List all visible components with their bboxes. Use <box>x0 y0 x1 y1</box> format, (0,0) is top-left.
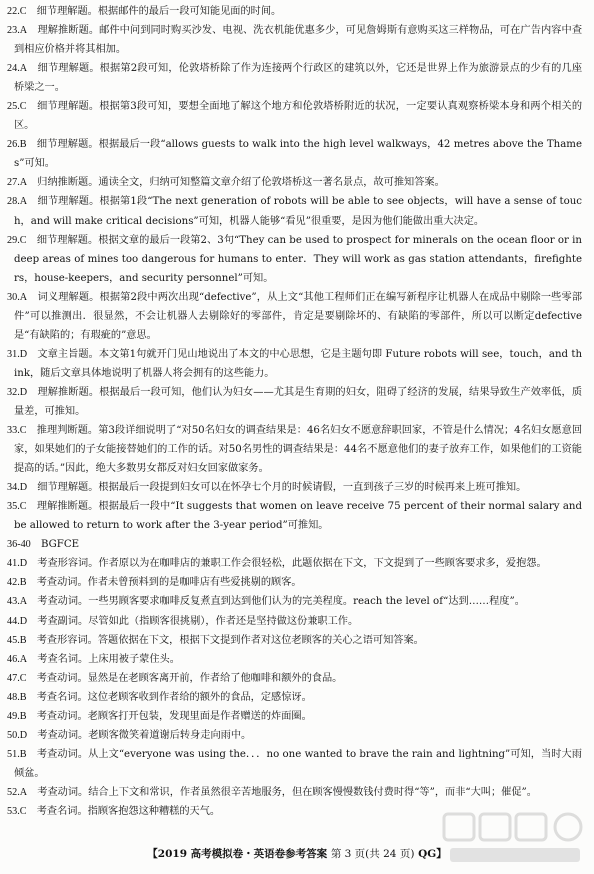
answer-item <box>7 478 594 497</box>
answer-number: 53.C <box>7 805 27 817</box>
answer-number: 34.D <box>7 482 28 494</box>
answer-item <box>7 21 594 59</box>
answer-explanation: 考查动词。结合上下文和常识，作者虽然很辛苦地服务，但在顾客慢慢数钱付费时得“等”，而非“大叫；催促”。 <box>37 786 537 798</box>
answer-item <box>7 688 594 707</box>
answer-item <box>7 345 594 383</box>
answer-explanation: 细节理解题。根据第2段可知，伦敦塔桥除了作为连接两个行政区的建筑以外，它还是世界上作为旅游景点的少有的几座桥梁之一。 <box>14 63 583 94</box>
answer-number: 36-40 <box>7 539 31 551</box>
answer-number: 31.D <box>7 348 28 360</box>
answer-explanation: 理解推断题。根据最后一段可知，他们认为妇女——尤其是生育期的妇女，阻碍了经济的发展，结果导致生产效率低，质量差，可推知。 <box>14 386 583 417</box>
answer-item <box>7 421 594 478</box>
answer-number: 47.C <box>7 672 27 684</box>
answer-explanation: 细节理解题。根据第3段可知，要想全面地了解这个地方和伦敦塔桥附近的状况，一定要认真观察桥梁本身和两个相关的区。 <box>14 101 583 132</box>
answer-number: 42.B <box>7 577 27 589</box>
answer-item <box>7 192 594 230</box>
answer-explanation: 理解推断题。根据最后一段中“It suggests that women on leave receive 75 percent of their normal salary and be allowed to return to work after the 3-year period”可推知。 <box>14 501 582 532</box>
answer-item <box>7 707 594 726</box>
answer-item <box>7 383 594 421</box>
answer-explanation: 细节理解题。根据文章的最后一段第2、3句“They can be used to prospect for minerals on the ocean floor or in deep areas of mines too dangerous for humans to enter．They will work as gas station attendants，firefighters，house-keepers，and security personnel”可知。 <box>14 234 582 284</box>
answer-number: 30.A <box>7 291 28 303</box>
answer-item <box>7 231 594 288</box>
answer-number: 24.A <box>7 63 28 75</box>
watermark-logo-icon <box>440 810 590 868</box>
answer-explanation: 考查动词。从上文“everyone was using the．．．no one wanted to brave the rain and lightning”可知，当时大雨倾盆。 <box>14 748 582 779</box>
footer-title: 【2019 高考模拟卷・英语卷参考答案 <box>147 848 328 860</box>
answer-item <box>7 612 594 631</box>
answer-explanation: 归纳推断题。通读全文，归纳可知整篇文章介绍了伦敦塔桥这一著名景点，故可推知答案。 <box>37 177 445 189</box>
answer-explanation: 文章主旨题。本文第1句就开门见山地说出了本文的中心思想，它是主题句即 Future robots will see，touch，and think，随后文章具体地说明了机器人将会拥有的这些能力。 <box>14 348 583 379</box>
answer-number: 23.A <box>7 25 28 37</box>
answer-number: 25.C <box>7 101 27 113</box>
answer-explanation: 考查形容词。作者原以为在咖啡店的兼职工作会很轻松，此题依据在下文，下文提到了一些顾客要求多，爱抱怨。 <box>37 558 547 570</box>
answer-explanation: 理解推断题。邮件中问到同时购买沙发、电视、洗衣机能优惠多少，可见詹姆斯有意购买这三样物品，可在广告内容中查到相应价格并将其相加。 <box>14 25 583 56</box>
answer-explanation: 考查动词。一些男顾客要求咖啡反复煮直到达到他们认为的完美程度。reach the level of“达到……程度”。 <box>37 596 525 608</box>
answer-explanation: 考查副词。尽管如此（指顾客很挑剔），作者还是坚持做这份兼职工作。 <box>37 615 359 627</box>
answer-number: 50.D <box>7 729 28 741</box>
answer-explanation: 推理判断题。第3段详细说明了“对50名妇女的调查结果是：46名妇女不愿意辞职回家，不管是什么情况；4名妇女愿意回家，如果她们的子女能接替她们的工作的话。对50名男性的调查结果是：44名不愿意他们的妻子放弃工作，如果他们的工资能提高的话。”因此，绝大多数男女都反对妇女回家做家务。 <box>14 425 583 475</box>
answer-item <box>7 650 594 669</box>
footer-code: QG】 <box>418 848 447 860</box>
answer-item <box>7 97 594 135</box>
answer-item <box>7 173 594 192</box>
answer-item <box>7 592 594 611</box>
answer-explanation: 考查名词。指顾客抱怨这种糟糕的天气。 <box>36 805 221 817</box>
answer-list <box>0 2 594 821</box>
answer-item <box>7 631 594 650</box>
answer-item <box>7 726 594 745</box>
answer-explanation: 细节理解题。根据第1段“The next generation of robots will be able to see objects，will have a sense of touch，and will make critical decisions”可知，机器人能够“看见”很重要，是因为他们能做出重大决定。 <box>14 196 583 227</box>
answer-explanation: 考查名词。这位老顾客收到作者给的额外的食品，定感惊讶。 <box>36 691 312 703</box>
answer-explanation: 细节理解题。根据最后一段“allows guests to walk into the high level walkways，42 metres above the Thames”可知。 <box>14 139 582 170</box>
answer-item <box>7 745 594 783</box>
answer-explanation: 细节理解题。根据邮件的最后一段可知能见面的时间。 <box>36 6 282 17</box>
answer-number: 43.A <box>7 596 28 608</box>
answer-explanation: 考查动词。老顾客打开包装，发现里面是作者赠送的炸面圈。 <box>36 710 312 722</box>
answer-number: 46.A <box>7 653 28 665</box>
answer-number: 49.B <box>7 710 27 722</box>
answer-item <box>7 2 594 21</box>
answer-number: 32.D <box>7 386 28 398</box>
answer-number: 41.D <box>7 558 28 570</box>
answer-number: 44.D <box>7 615 28 627</box>
answer-explanation: 考查名词。上床用被子蒙住头。 <box>37 653 180 665</box>
answer-number: 45.B <box>7 634 27 646</box>
answer-number: 48.B <box>7 691 27 703</box>
answer-explanation: 词义理解题。根据第2段中两次出现“defective”，从上文“其他工程师们正在编写新程序让机器人在成品中剔除一些零部件”可以推测出．很显然，不会让机器人去剔除好的零部件，肯定是要剔除坏的、有缺陷的零部件，所以可以断定defective是“有缺陷的；有瑕疵的”意思。 <box>14 291 583 341</box>
answer-item <box>7 669 594 688</box>
answer-number: 35.C <box>7 501 27 513</box>
answer-item <box>7 554 594 573</box>
answer-number: 28.A <box>7 196 28 208</box>
answer-explanation: 细节理解题。根据最后一段提到妇女可以在怀孕七个月的时候请假，一直到孩子三岁的时候再来上班可推知。 <box>37 482 527 494</box>
answer-explanation: 考查动词。显然是在老顾客离开前，作者给了他咖啡和额外的食品。 <box>36 672 343 684</box>
answer-number: 51.B <box>7 748 27 760</box>
answer-item <box>7 497 594 535</box>
answer-item <box>7 135 594 173</box>
answer-explanation: 考查动词。作者未曾预料到的是咖啡店有些爱挑剔的顾客。 <box>36 577 302 589</box>
answer-explanation: 考查动词。老顾客微笑着道谢后转身走向雨中。 <box>37 729 252 741</box>
answer-number: 27.A <box>7 177 28 189</box>
answer-number: 52.A <box>7 786 28 798</box>
answer-item <box>7 59 594 97</box>
answer-number: 29.C <box>7 234 27 246</box>
answer-item <box>7 573 594 592</box>
answer-number: 22.C <box>7 6 27 17</box>
answer-explanation: BGFCE <box>40 539 80 551</box>
answer-number: 33.C <box>7 425 27 437</box>
answer-number: 26.B <box>7 139 27 151</box>
answer-explanation: 考查形容词。答题依据在下文，根据下文提到作者对这位老顾客的关心之语可知答案。 <box>36 634 424 646</box>
answer-item <box>7 535 594 554</box>
answer-item <box>7 783 594 802</box>
footer-page-number: 第 3 页(共 24 页) <box>330 848 415 860</box>
answer-item <box>7 288 594 345</box>
